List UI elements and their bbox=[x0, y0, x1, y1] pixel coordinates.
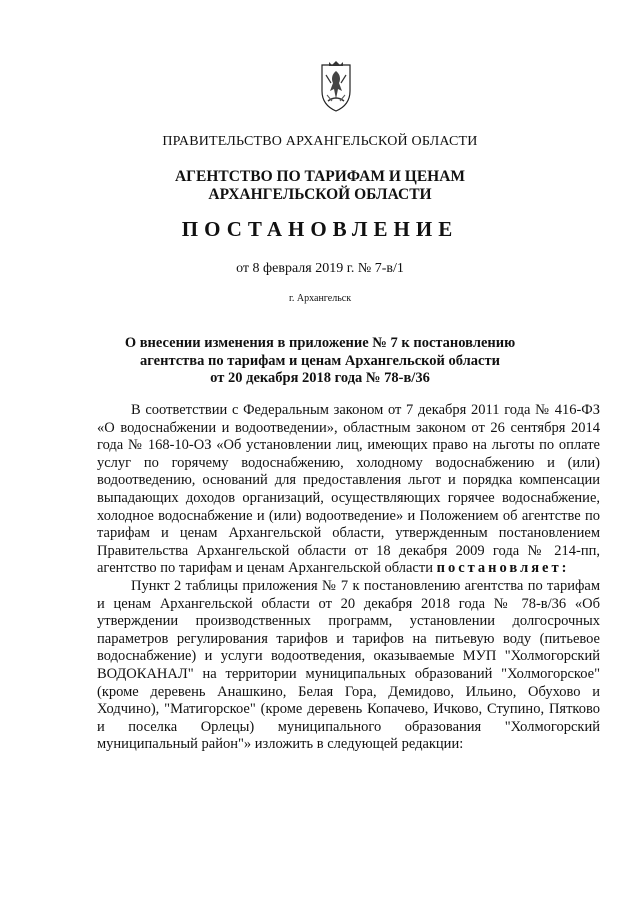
agency-name-line2: АРХАНГЕЛЬСКОЙ ОБЛАСТИ bbox=[208, 186, 432, 203]
agency-name bbox=[0, 168, 640, 204]
coat-of-arms-emblem bbox=[316, 61, 356, 113]
subject-line1: О внесении изменения в приложение № 7 к постановлению bbox=[124, 335, 516, 351]
resolves-word: постановляет: bbox=[436, 560, 570, 577]
subject-line2: агентства по тарифам и ценам Архангельской области bbox=[140, 352, 500, 369]
preamble-text: В соответствии с Федеральным законом от 7 декабря 2011 года № 416-ФЗ «О водоснабжении и водоотведении», областным законом от 26 сентября 2014 года № 168-10-ОЗ «Об установлении лиц, имеющих право на льготы по оплате услуг по горячему водоснабжению, холодному водоснабжению и (или) водоотведению, оснований для предоставления льгот и порядка компенсации выпадающих доходов организаций, осуществляющих горячее водоснабжение, холодное водоснабжение и (или) водоотведение» и Положением об агентстве по тарифам и ценам Архангельской области, утвержденным постановлением Правительства Архангельской области от 18 декабря 2009 года № 214-пп, агентство по тарифам и ценам Архангельской области bbox=[97, 402, 600, 577]
document-type: ПОСТАНОВЛЕНИЕ bbox=[181, 217, 459, 241]
government-name: ПРАВИТЕЛЬСТВО АРХАНГЕЛЬСКОЙ ОБЛАСТИ bbox=[162, 134, 478, 149]
document-body bbox=[97, 402, 600, 754]
document-city: г. Архангельск bbox=[288, 293, 352, 304]
subject-line3: от 20 декабря 2018 года № 78-в/36 bbox=[210, 370, 430, 386]
paragraph-amendment: Пункт 2 таблицы приложения № 7 к постановлению агентства по тарифам и ценам Архангельской области от 20 декабря 2018 года № 78-в/36 «Об утверждении производственных программ, установлении долгосрочных параметров регулирования тарифов и тарифов на питьевую воду (питьевое водоснабжение) и услуги водоотведения, оказываемые МУП "Холмогорский ВОДОКАНАЛ" на территории муниципальных образований "Холмогорское" (кроме деревень Анашкино, Белая Гора, Демидово, Ильино, Обухово и Ходчино), "Матигорское" (кроме деревень Копачево, Ичково, Ступино, Пятково и поселка Орлецы) муниципального образования "Холмогорский муниципальный район"» изложить в следующей редакции: bbox=[97, 577, 600, 753]
paragraph-preamble bbox=[97, 402, 600, 578]
agency-name-line1: АГЕНТСТВО ПО ТАРИФАМ И ЦЕНАМ bbox=[174, 168, 466, 185]
document-subject bbox=[0, 335, 640, 388]
document-date-number: от 8 февраля 2019 г. № 7-в/1 bbox=[236, 261, 404, 276]
